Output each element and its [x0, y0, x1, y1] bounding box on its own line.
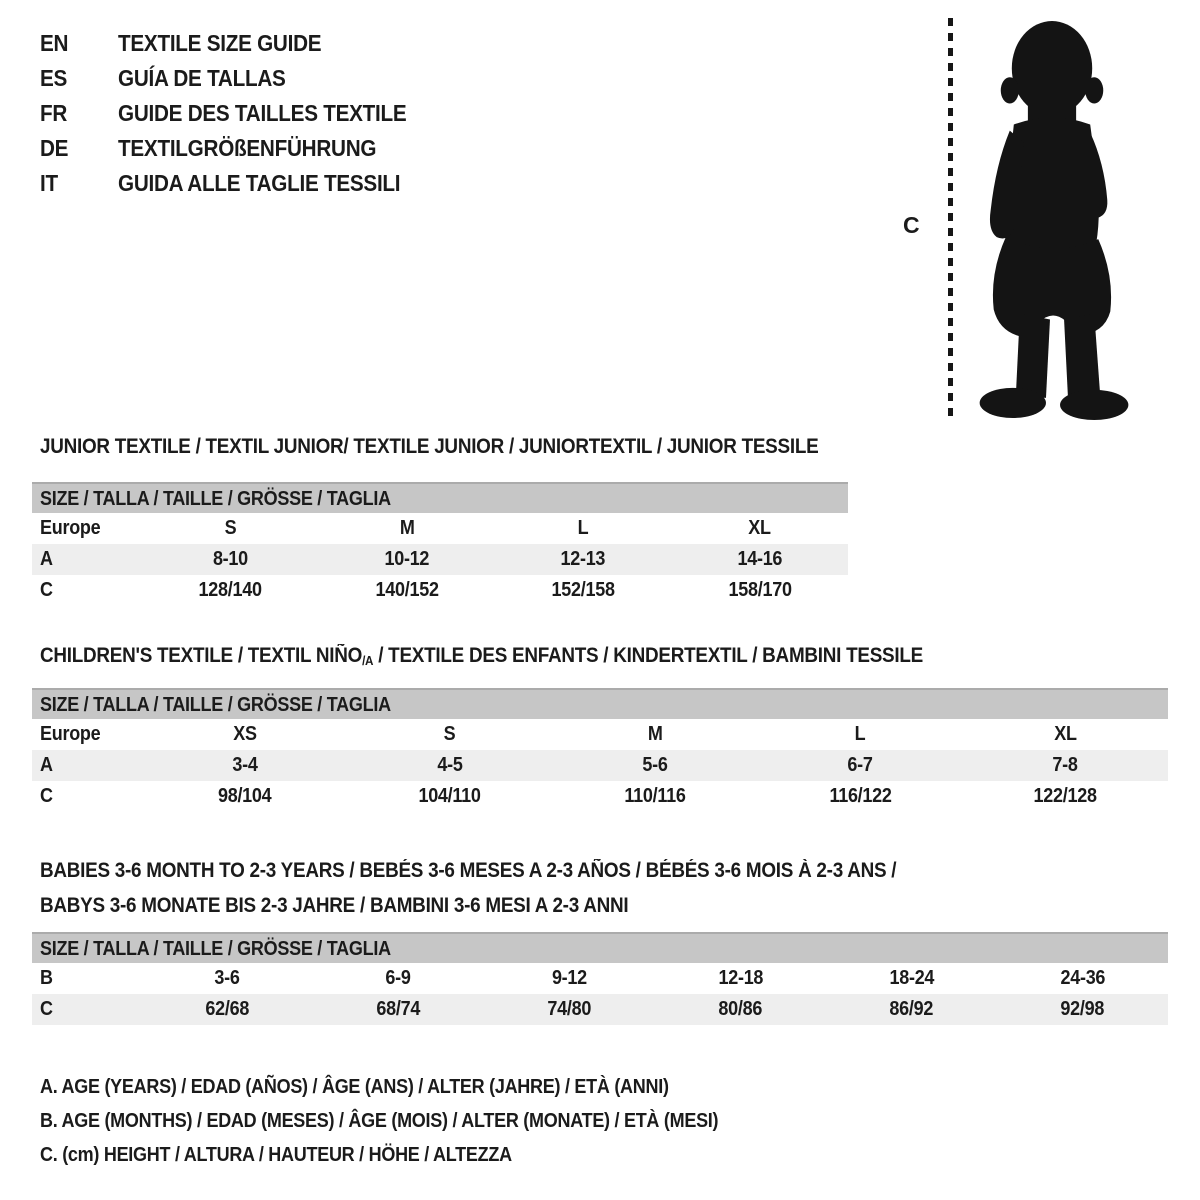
table-cell: 6-7	[847, 754, 873, 776]
table-cell: 62/68	[205, 998, 250, 1020]
children-size-table	[32, 688, 1168, 812]
row-label: C	[40, 785, 53, 807]
table-cell: 128/140	[198, 579, 262, 601]
table-cell: 98/104	[217, 785, 272, 807]
table-cell: 80/86	[718, 998, 763, 1020]
row-label: A	[40, 548, 53, 570]
measurement-legend	[40, 1070, 794, 1172]
lang-row-de	[40, 131, 439, 166]
guide-title-en: TEXTILE SIZE GUIDE	[118, 30, 322, 56]
row-label: B	[40, 967, 53, 989]
table-row	[32, 781, 1168, 812]
row-label: C	[40, 998, 53, 1020]
table-header: SIZE / TALLA / TAILLE / GRÖSSE / TAGLIA	[32, 932, 1168, 963]
section-title: CHILDREN'S TEXTILE / TEXTIL NIÑO/A / TEXTILE DES ENFANTS / KINDERTEXTIL / BAMBINI TESSILE	[40, 644, 923, 668]
height-measure-label: C	[903, 212, 920, 238]
section-junior-textile	[32, 435, 848, 606]
table-cell: 7-8	[1052, 754, 1079, 776]
guide-title-de: TEXTILGRÖßENFÜHRUNG	[118, 135, 377, 161]
table-cell: 104/110	[418, 785, 481, 807]
lang-code: EN	[40, 30, 69, 56]
height-measure-dashed-line	[948, 18, 953, 416]
table-cell: 3-6	[214, 967, 241, 989]
table-row	[32, 963, 1168, 994]
table-cell: 5-6	[642, 754, 668, 776]
row-label: C	[40, 579, 53, 601]
table-cell: 8-10	[212, 548, 248, 570]
table-cell: 74/80	[547, 998, 592, 1020]
toddler-silhouette-icon	[963, 14, 1140, 421]
junior-size-table	[32, 482, 848, 606]
guide-title-es: GUÍA DE TALLAS	[118, 65, 286, 91]
lang-row-es	[40, 61, 439, 96]
section-title-line1: BABIES 3-6 MONTH TO 2-3 YEARS / BEBÉS 3-6 MESES A 2-3 AÑOS / BÉBÉS 3-6 MOIS À 2-3 ANS /	[40, 859, 897, 882]
table-cell: M	[647, 723, 663, 745]
table-cell: 18-24	[889, 967, 934, 989]
table-cell: 4-5	[437, 754, 463, 776]
table-cell: S	[443, 723, 456, 745]
table-cell: 68/74	[376, 998, 421, 1020]
lang-code: DE	[40, 135, 69, 161]
section-children-textile	[32, 644, 1168, 812]
table-cell: 116/122	[829, 785, 892, 807]
table-cell: 14-16	[737, 548, 783, 570]
lang-code: FR	[40, 100, 68, 126]
table-cell: XL	[748, 517, 771, 539]
table-row	[32, 750, 1168, 781]
table-cell: 140/152	[375, 579, 439, 601]
table-header: SIZE / TALLA / TAILLE / GRÖSSE / TAGLIA	[32, 688, 1168, 719]
table-cell: L	[854, 723, 866, 745]
table-row	[32, 575, 848, 606]
legend-line-c: C. (cm) HEIGHT / ALTURA / HAUTEUR / HÖHE / ALTEZZA	[40, 1144, 512, 1166]
table-cell: 24-36	[1060, 967, 1105, 989]
table-cell: 152/158	[551, 579, 615, 601]
row-label: Europe	[40, 517, 101, 539]
table-cell: 10-12	[384, 548, 430, 570]
table-cell: 12-13	[560, 548, 606, 570]
nino-a-subscript: /A	[362, 653, 374, 668]
section-title-line2: BABYS 3-6 MONATE BIS 2-3 JAHRE / BAMBINI 3-6 MESI A 2-3 ANNI	[40, 894, 629, 917]
table-cell: 86/92	[889, 998, 934, 1020]
section-babies-textile	[32, 853, 1168, 1025]
guide-title-fr: GUIDE DES TAILLES TEXTILE	[118, 100, 407, 126]
table-cell: 158/170	[728, 579, 792, 601]
table-row	[32, 544, 848, 575]
table-cell: 6-9	[385, 967, 412, 989]
lang-row-fr	[40, 96, 439, 131]
section-title: JUNIOR TEXTILE / TEXTIL JUNIOR/ TEXTILE JUNIOR / JUNIORTEXTIL / JUNIOR TESSILE	[40, 435, 819, 458]
table-cell: 3-4	[231, 754, 258, 776]
table-row	[32, 513, 848, 544]
table-cell: L	[577, 517, 589, 539]
babies-size-table	[32, 932, 1168, 1025]
table-cell: S	[224, 517, 237, 539]
table-row	[32, 994, 1168, 1025]
table-cell: 12-18	[718, 967, 763, 989]
table-cell: 9-12	[552, 967, 587, 989]
row-label: Europe	[40, 723, 101, 745]
lang-row-it	[40, 166, 439, 201]
language-title-block	[40, 26, 439, 201]
table-header: SIZE / TALLA / TAILLE / GRÖSSE / TAGLIA	[32, 482, 848, 513]
table-cell: M	[399, 517, 415, 539]
table-cell: XL	[1054, 723, 1077, 745]
row-label: A	[40, 754, 53, 776]
table-cell: 110/116	[624, 785, 686, 807]
lang-row-en	[40, 26, 439, 61]
table-cell: 122/128	[1033, 785, 1098, 807]
table-cell: 92/98	[1060, 998, 1105, 1020]
legend-line-a: A. AGE (YEARS) / EDAD (AÑOS) / ÂGE (ANS) / ALTER (JAHRE) / ETÀ (ANNI)	[40, 1076, 669, 1098]
lang-code: IT	[40, 170, 58, 196]
legend-line-b: B. AGE (MONTHS) / EDAD (MESES) / ÂGE (MOIS) / ALTER (MONATE) / ETÀ (MESI)	[40, 1110, 719, 1132]
lang-code: ES	[40, 65, 68, 91]
table-row	[32, 719, 1168, 750]
guide-title-it: GUIDA ALLE TAGLIE TESSILI	[118, 170, 401, 196]
table-cell: XS	[232, 723, 257, 745]
